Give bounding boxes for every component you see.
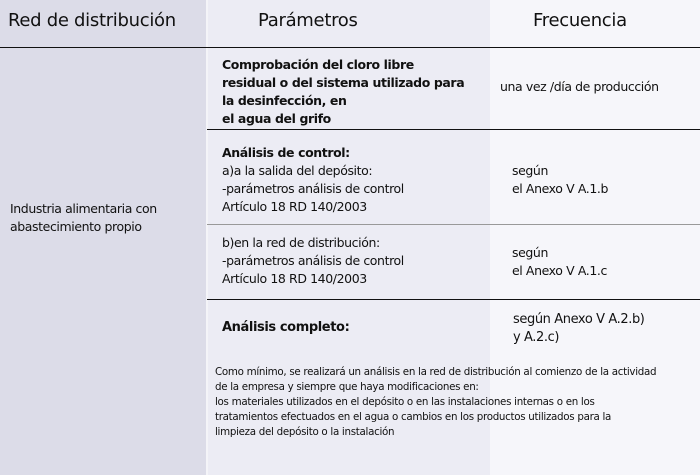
row-divider [207,129,700,130]
column-red-distribucion [0,0,206,475]
row-label: Industria alimentaria con abastecimiento propio [10,201,157,234]
text-line: residual o del sistema utilizado para [222,75,465,90]
text-line: limpieza del depósito o la instalación [215,426,395,438]
text-line: tratamientos efectuados en el agua o cambios en los productos utilizados para la [215,411,612,423]
text-line: el Anexo V A.1.b [512,181,609,196]
freq-control-a [512,162,608,198]
text-line: Comprobación del cloro libre [222,57,414,72]
text-line: según [512,245,548,260]
text-line: los materiales utilizados en el depósito o en las instalaciones internas o en los [215,396,595,408]
text-line: -parámetros análisis de control [222,181,404,196]
text-line: a)a la salida del depósito: [222,163,373,178]
freq-completo [513,311,644,347]
text-line: la desinfección, en [222,93,347,108]
param-cloro [222,56,464,128]
param-completo: Análisis completo: [222,320,350,335]
row-divider [207,224,700,225]
text-line: según [512,163,548,178]
text-line: b)en la red de distribución: [222,235,380,250]
param-control-a [222,144,404,216]
row-divider [207,299,700,300]
param-title: Análisis de control: [222,145,350,160]
text-line: Artículo 18 RD 140/2003 [222,199,367,214]
text-line: Artículo 18 RD 140/2003 [222,271,367,286]
column-divider [206,0,208,475]
text-line: de la empresa y siempre que haya modificaciones en: [215,381,479,393]
header-frecuencia: Frecuencia [533,10,627,31]
freq-cloro: una vez /día de producción [500,79,659,94]
text-line: y A.2.c) [513,330,560,345]
header-red-distribucion: Red de distribución [8,10,176,31]
header-divider [0,47,700,48]
text-line: el Anexo V A.1.c [512,263,607,278]
param-control-b [222,234,404,288]
text-line: según Anexo V A.2.b) [513,312,645,327]
text-line: Como mínimo, se realizará un análisis en la red de distribución al comienzo de la actividad [215,366,657,378]
header-parametros: Parámetros [258,10,358,31]
note-text [215,365,700,440]
text-line: el agua del grifo [222,111,331,126]
freq-control-b [512,244,607,280]
text-line: -parámetros análisis de control [222,253,404,268]
